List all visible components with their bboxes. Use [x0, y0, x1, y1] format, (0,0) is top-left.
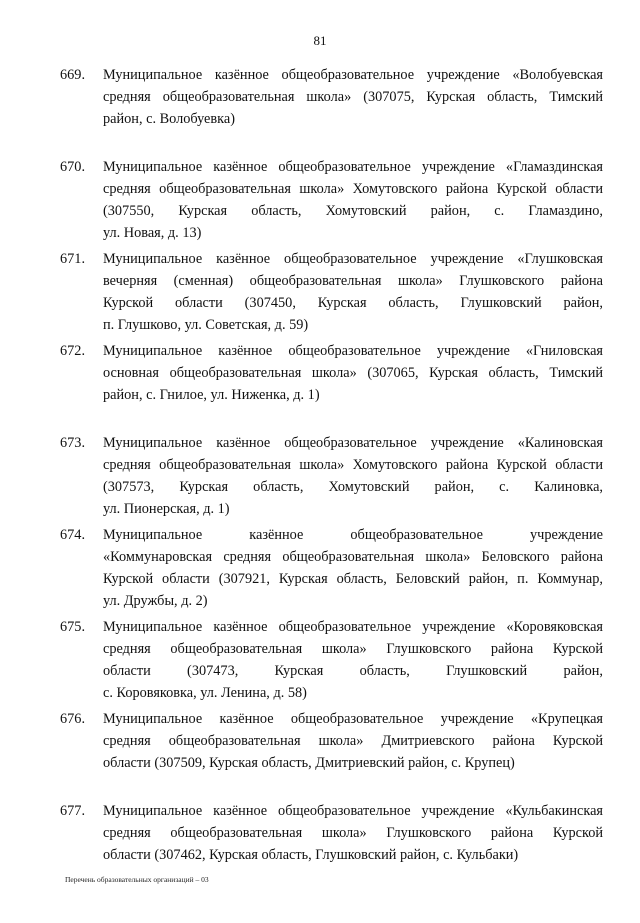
list-item: [0, 248, 640, 340]
entry-text: [103, 248, 603, 336]
list-item: [0, 524, 640, 616]
entry-line: основная общеобразовательная школа» (307065, Курская область, Тимский: [103, 365, 603, 381]
entry-line: средняя общеобразовательная школа» Хомутовского района Курской области: [103, 457, 603, 473]
list-item: [0, 156, 640, 248]
entry-line: Муниципальное казённое общеобразовательное учреждение «Глушковская: [103, 251, 603, 267]
entry-number: 677.: [60, 803, 86, 819]
entry-line: (307573, Курская область, Хомутовский район, с. Калиновка,: [103, 479, 603, 495]
entry-list: [0, 64, 640, 892]
entry-line: Муниципальное казённое общеобразовательное учреждение «Калиновская: [103, 435, 603, 451]
entry-number: 674.: [60, 527, 86, 543]
entry-line: средняя общеобразовательная школа» (307075, Курская область, Тимский: [103, 89, 603, 105]
page-footer: Перечень образовательных организаций – 03: [65, 875, 209, 884]
entry-line: ул. Пионерская, д. 1): [103, 501, 230, 517]
entry-number: 669.: [60, 67, 86, 83]
list-item: [0, 616, 640, 708]
entry-line: «Коммунаровская средняя общеобразовательная школа» Беловского района: [103, 549, 603, 565]
list-item: [0, 708, 640, 800]
list-item: [0, 432, 640, 524]
entry-text: [103, 524, 603, 612]
entry-line: Муниципальное казённое общеобразовательное учреждение «Крупецкая: [103, 711, 603, 727]
entry-line: области (307509, Курская область, Дмитриевский район, с. Крупец): [103, 755, 515, 771]
entry-line: Курской области (307921, Курская область, Беловский район, п. Коммунар,: [103, 571, 603, 587]
entry-line: Муниципальное казённое общеобразовательное учреждение «Волобуевская: [103, 67, 603, 83]
entry-text: [103, 64, 603, 130]
entry-number: 670.: [60, 159, 86, 175]
entry-text: [103, 156, 603, 244]
entry-line: Муниципальное казённое общеобразовательное учреждение «Гниловская: [103, 343, 603, 359]
entry-line: Муниципальное казённое общеобразовательное учреждение «Коровяковская: [103, 619, 603, 635]
entry-line: район, с. Волобуевка): [103, 111, 235, 127]
entry-line: Муниципальное казённое общеобразовательное учреждение: [103, 527, 603, 543]
entry-line: Муниципальное казённое общеобразовательное учреждение «Гламаздинская: [103, 159, 603, 175]
entry-line: средняя общеобразовательная школа» Дмитриевского района Курской: [103, 733, 603, 749]
entry-line: средняя общеобразовательная школа» Глушковского района Курской: [103, 641, 603, 657]
entry-text: [103, 432, 603, 520]
entry-line: области (307473, Курская область, Глушковский район,: [103, 663, 603, 679]
entry-line: район, с. Гнилое, ул. Ниженка, д. 1): [103, 387, 320, 403]
entry-text: [103, 800, 603, 866]
entry-text: [103, 708, 603, 774]
list-item: [0, 340, 640, 432]
entry-number: 672.: [60, 343, 86, 359]
entry-number: 671.: [60, 251, 86, 267]
entry-number: 673.: [60, 435, 86, 451]
entry-line: п. Глушково, ул. Советская, д. 59): [103, 317, 309, 333]
entry-line: средняя общеобразовательная школа» Глушковского района Курской: [103, 825, 603, 841]
list-item: [0, 64, 640, 156]
entry-line: Курской области (307450, Курская область, Глушковский район,: [103, 295, 603, 311]
entry-line: ул. Дружбы, д. 2): [103, 593, 208, 609]
entry-line: вечерняя (сменная) общеобразовательная школа» Глушковского района: [103, 273, 603, 289]
entry-line: (307550, Курская область, Хомутовский район, с. Гламаздино,: [103, 203, 603, 219]
entry-line: ул. Новая, д. 13): [103, 225, 202, 241]
entry-line: с. Коровяковка, ул. Ленина, д. 58): [103, 685, 307, 701]
entry-line: средняя общеобразовательная школа» Хомутовского района Курской области: [103, 181, 603, 197]
page-number: 81: [313, 33, 327, 48]
entry-line: Муниципальное казённое общеобразовательное учреждение «Кульбакинская: [103, 803, 603, 819]
entry-line: области (307462, Курская область, Глушковский район, с. Кульбаки): [103, 847, 519, 863]
entry-number: 675.: [60, 619, 86, 635]
entry-text: [103, 616, 603, 704]
entry-number: 676.: [60, 711, 86, 727]
entry-text: [103, 340, 603, 406]
